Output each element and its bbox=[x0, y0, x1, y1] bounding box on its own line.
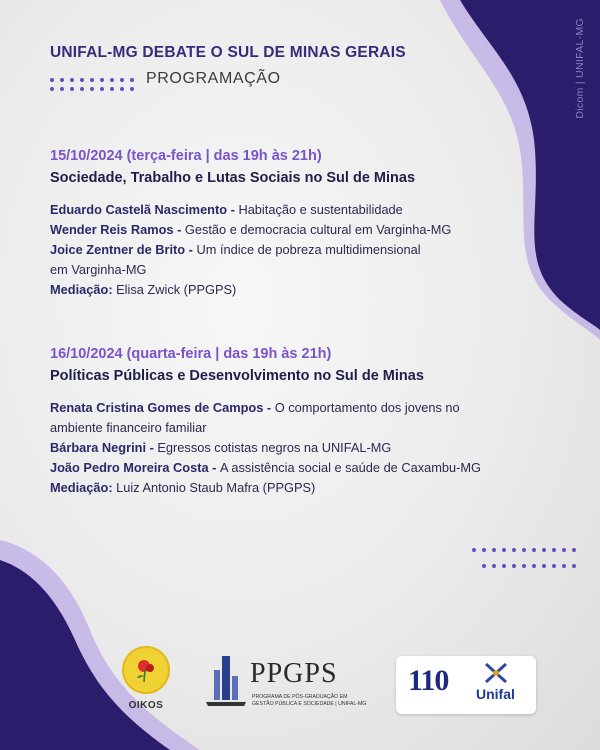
list-item: Wender Reis Ramos - Gestão e democracia cultural em Varginha-MG bbox=[50, 222, 452, 237]
day-1-section bbox=[50, 148, 560, 300]
title-dots bbox=[50, 78, 140, 91]
unifal-logo-box bbox=[396, 656, 536, 714]
day-1-date: 15/10/2024 (terça-feira | das 19h às 21h) bbox=[50, 148, 322, 164]
list-item: Joice Zentner de Brito - Um índice de pobreza multidimensional bbox=[50, 242, 421, 257]
list-item: em Varginha-MG bbox=[50, 262, 147, 277]
day-2-title: Políticas Públicas e Desenvolvimento no Sul de Minas bbox=[50, 368, 424, 384]
day-1-title: Sociedade, Trabalho e Lutas Sociais no Sul de Minas bbox=[50, 170, 416, 186]
day-2-section bbox=[50, 346, 560, 498]
building-icon bbox=[200, 654, 250, 710]
ppgps-subtitle: PROGRAMA DE PÓS-GRADUAÇÃO EM GESTÃO PÚBLICA E SOCIEDADE | UNIFAL-MG bbox=[252, 694, 367, 707]
list-item: Bárbara Negrini - Egressos cotistas negros na UNIFAL-MG bbox=[50, 440, 392, 455]
unifal-emblem-icon bbox=[484, 662, 508, 684]
list-item: Renata Cristina Gomes de Campos - O comportamento dos jovens no bbox=[50, 400, 460, 415]
logo-bar bbox=[0, 640, 600, 730]
page-title: UNIFAL-MG DEBATE O SUL DE MINAS GERAIS bbox=[50, 44, 406, 61]
day-2-date: 16/10/2024 (quarta-feira | das 19h às 21h) bbox=[50, 346, 332, 362]
list-item: Eduardo Castelã Nascimento - Habitação e sustentabilidade bbox=[50, 202, 403, 217]
anniversary-mark: 110 bbox=[408, 664, 449, 697]
side-credit: Dicom | UNIFAL-MG bbox=[574, 18, 586, 119]
list-item: Mediação: Elisa Zwick (PPGPS) bbox=[50, 282, 237, 297]
oikos-logo bbox=[118, 646, 174, 711]
ppgps-logo bbox=[200, 654, 370, 714]
page-subtitle: PROGRAMAÇÃO bbox=[146, 70, 281, 87]
unifal-wordmark: Unifal bbox=[476, 686, 515, 702]
ppgps-wordmark: PPGPS bbox=[250, 658, 338, 689]
flower-icon bbox=[122, 646, 170, 694]
list-item: Mediação: Luiz Antonio Staub Mafra (PPGPS) bbox=[50, 480, 316, 495]
list-item: ambiente financeiro familiar bbox=[50, 420, 207, 435]
decorative-dots bbox=[392, 548, 582, 568]
oikos-label: OIKOS bbox=[128, 700, 164, 711]
list-item: João Pedro Moreira Costa - A assistência social e saúde de Caxambu-MG bbox=[50, 460, 481, 475]
